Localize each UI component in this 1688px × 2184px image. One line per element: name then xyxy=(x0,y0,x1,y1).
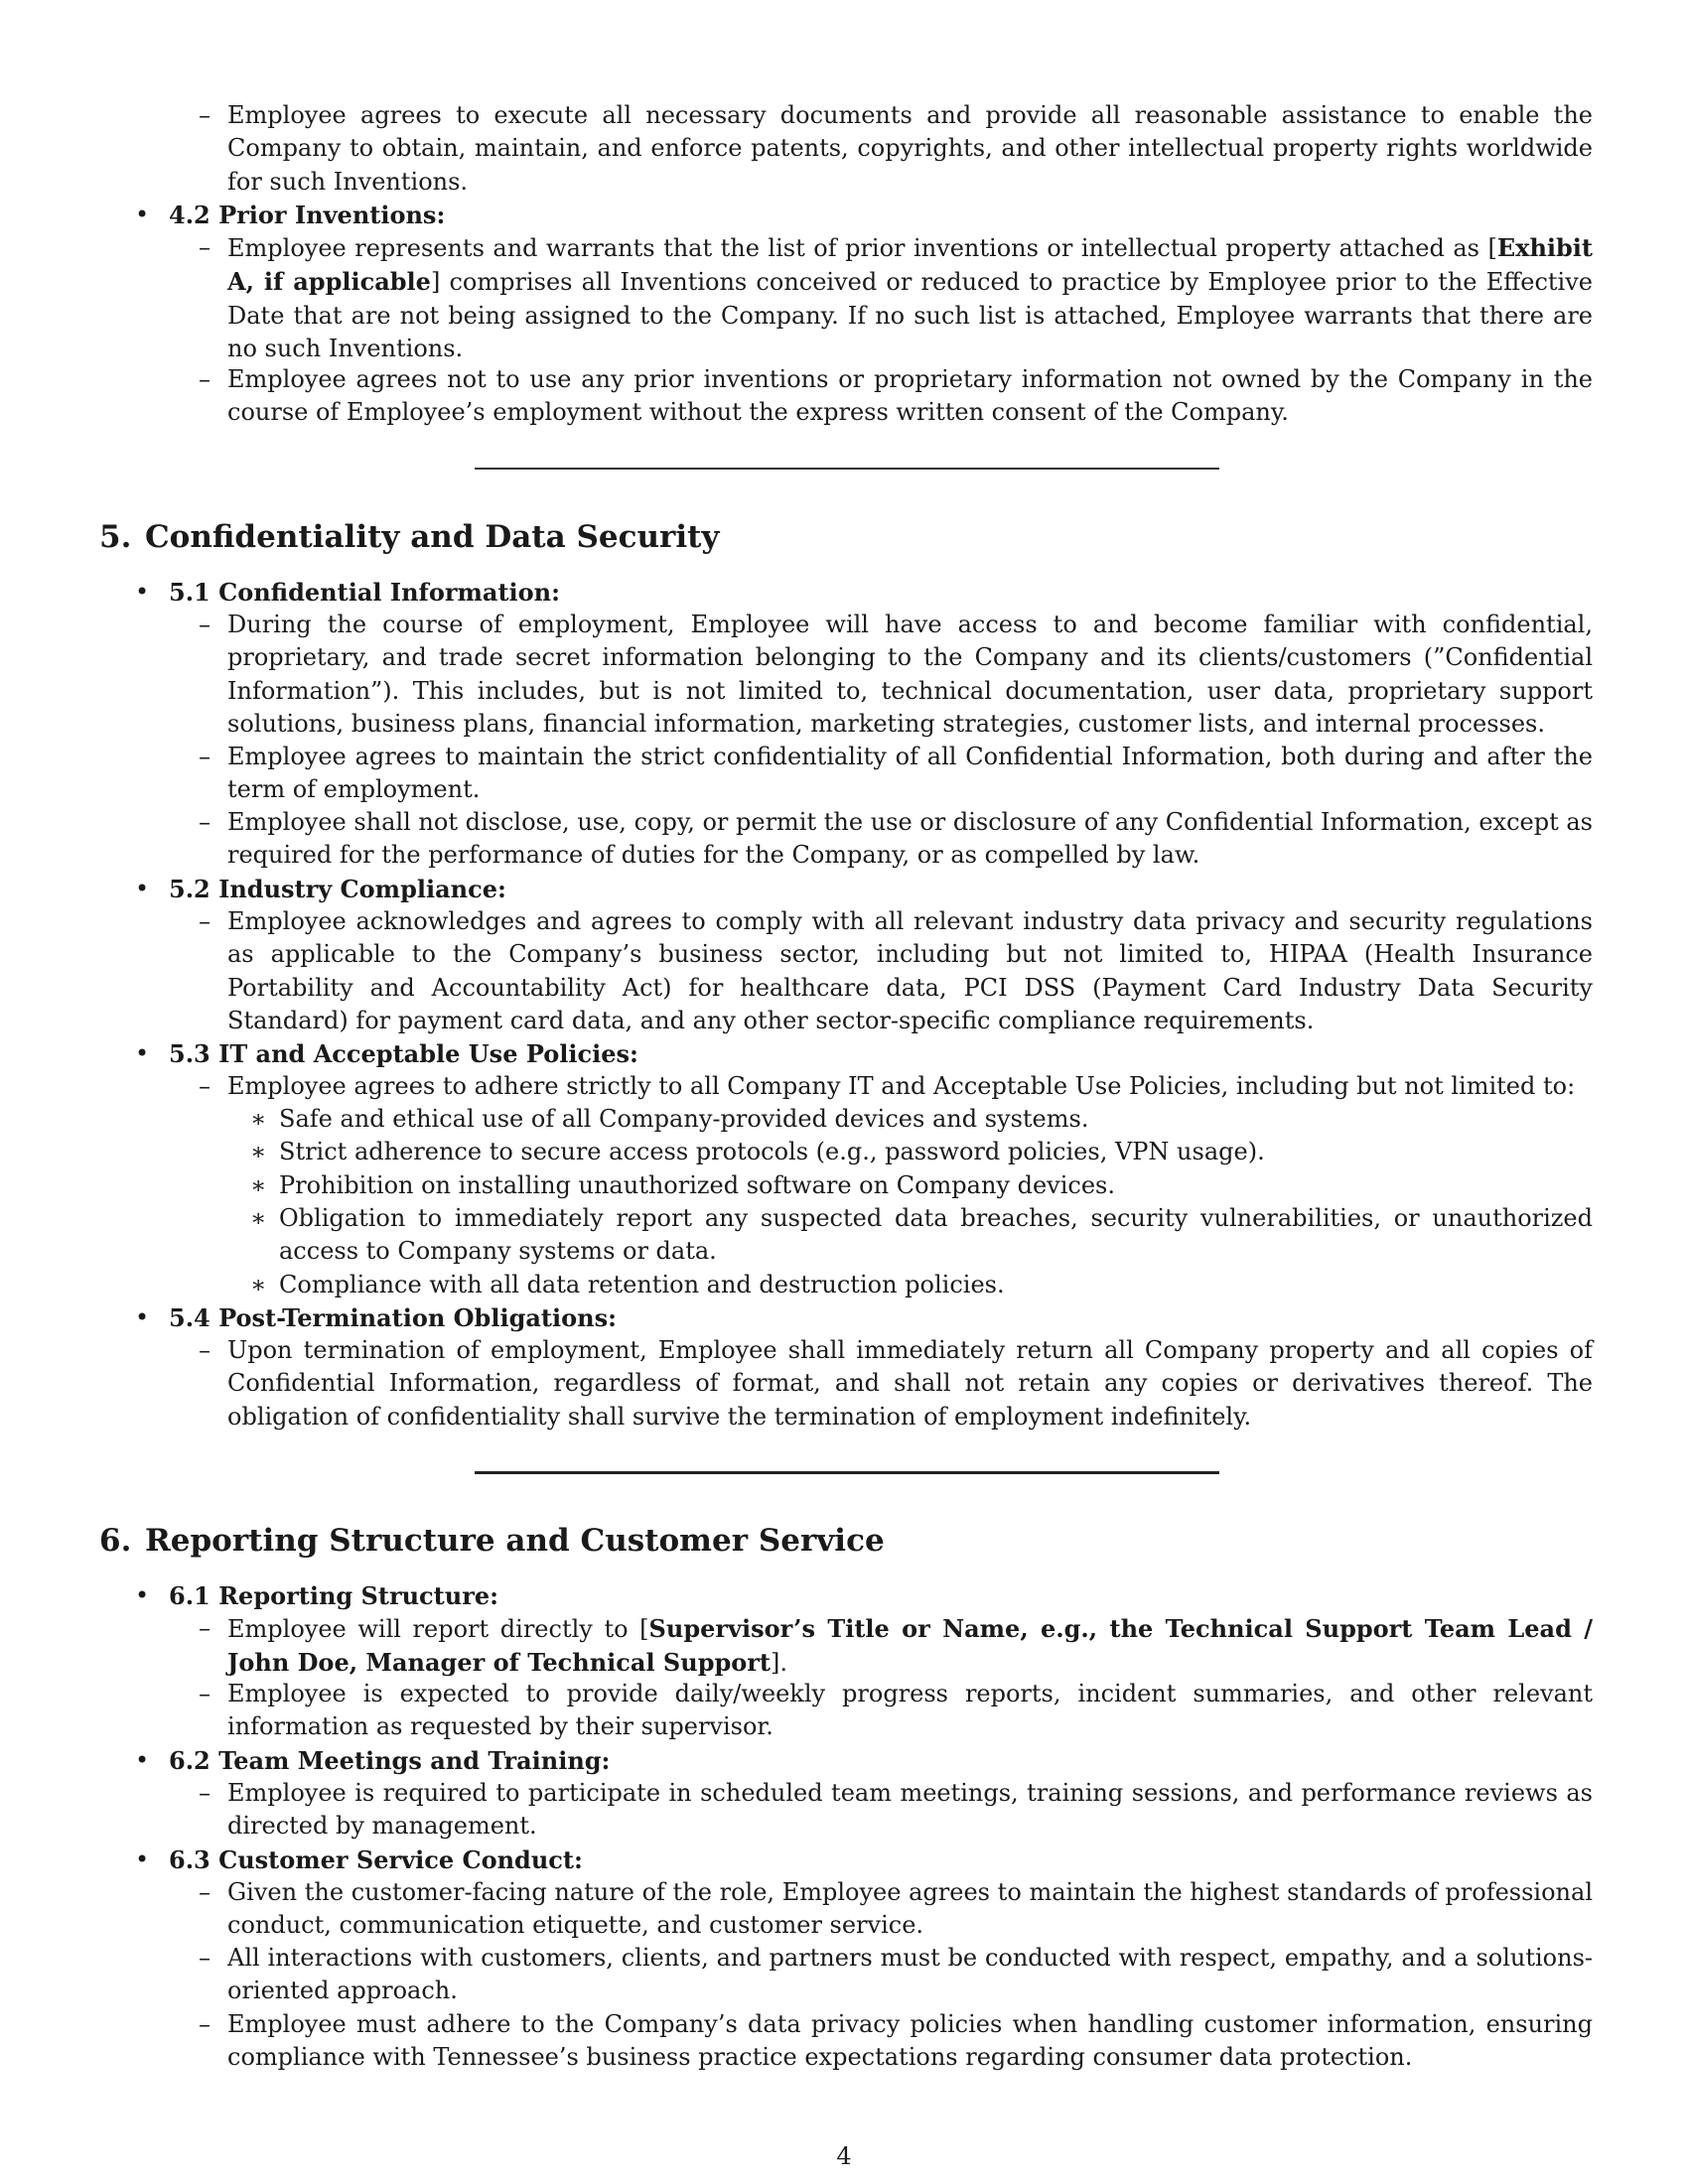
dash-marker: – xyxy=(199,1878,211,1906)
it-policy-item: Prohibition on installing unauthorized software on Company devices. xyxy=(279,1171,1115,1199)
dash-marker: – xyxy=(199,1614,211,1642)
post-termination-clause: Upon termination of employment, Employee shall immediately return all Company property and all copies of Confidential Information, regardless of format, and shall not retain any copies or derivatives thereof. The obligation of confidentiality shall survive the termination of employment indefinitely. xyxy=(227,1336,1593,1431)
progress-report-clause: Employee is expected to provide daily/weekly progress reports, incident summaries, and other relevant information as requested by their supervisor. xyxy=(227,1680,1593,1741)
dash-marker: – xyxy=(199,808,211,836)
confidentiality-duty: Employee agrees to maintain the strict confidentiality of all Confidential Information, both during and after the term of employment. xyxy=(227,743,1593,804)
prior-inventions-use-clause: Employee agrees not to use any prior inventions or proprietary information not owned by the Company in the course of Employee’s employment without the express written consent of the Company. xyxy=(227,365,1593,427)
star-marker: ∗ xyxy=(250,1204,267,1232)
customer-interaction-clause: All interactions with customers, clients, and partners must be conducted with respect, empathy, and a solutions-oriented approach. xyxy=(227,1944,1593,2005)
prior-inventions-clause: Employee represents and warrants that the list of prior inventions or intellectual property attached as [Exhibit A, if applicable] comprises all Inventions conceived or reduced to practice by Employee prior to the Effective Date that are not being assigned to the Company. If no such list is attached, Employee warrants that there are no such Inventions. xyxy=(227,233,1593,362)
section-6-heading: 6. Reporting Structure and Customer Service xyxy=(99,1523,885,1559)
page-number: 4 xyxy=(836,2142,852,2170)
bullet-marker: • xyxy=(135,1845,150,1873)
bullet-marker: • xyxy=(135,1581,150,1609)
dash-marker: – xyxy=(199,365,211,393)
dash-marker: – xyxy=(199,907,211,935)
dash-marker: – xyxy=(199,1779,211,1807)
bullet-marker: • xyxy=(135,1039,150,1067)
subsection-title: 6.3 Customer Service Conduct: xyxy=(169,1845,583,1874)
industry-compliance-clause: Employee acknowledges and agrees to comply with all relevant industry data privacy and security regulations as applicable to the Company’s business sector, including but not limited to, HIPAA (Health Insurance Portability and Accountability Act) for healthcare data, PCI DSS (Payment Card Industry Data Security Standard) for payment card data, and any other sector-specific compliance requirements. xyxy=(227,907,1593,1034)
meetings-clause: Employee is required to participate in scheduled team meetings, training sessions, and performance reviews as directed by management. xyxy=(227,1779,1593,1841)
subsection-title: 6.1 Reporting Structure: xyxy=(169,1581,498,1610)
star-marker: ∗ xyxy=(250,1105,267,1133)
inventions-assistance-clause: Employee agrees to execute all necessary documents and provide all reasonable assistance to enable the Company to obtain, maintain, and enforce patents, copyrights, and other intellectual property rights worldwide for such Inventions. xyxy=(227,101,1593,196)
dash-marker: – xyxy=(199,743,211,770)
star-marker: ∗ xyxy=(250,1171,267,1199)
section-divider xyxy=(475,468,1219,470)
bullet-marker: • xyxy=(135,1746,150,1774)
subsection-title: 6.2 Team Meetings and Training: xyxy=(169,1746,611,1775)
reporting-clause: Employee will report directly to [Supervisor’s Title or Name, e.g., the Technical Support Team Lead / John Doe, Manager of Technical Support]. xyxy=(227,1614,1594,1678)
it-policy-item: Strict adherence to secure access protocols (e.g., password policies, VPN usage). xyxy=(279,1138,1265,1165)
dash-marker: – xyxy=(199,233,211,261)
non-disclosure-clause: Employee shall not disclose, use, copy, or permit the use or disclosure of any Confidential Information, except as required for the performance of duties for the Company, or as compelled by law. xyxy=(227,808,1593,870)
dash-marker: – xyxy=(199,1072,211,1100)
customer-conduct-clause: Given the customer-facing nature of the role, Employee agrees to maintain the highest standards of professional conduct, communication etiquette, and customer service. xyxy=(227,1878,1593,1940)
star-marker: ∗ xyxy=(250,1138,267,1165)
bullet-marker: • xyxy=(135,1303,150,1331)
dash-marker: – xyxy=(199,1336,211,1364)
dash-marker: – xyxy=(199,2010,211,2038)
it-policy-clause: Employee agrees to adhere strictly to all Company IT and Acceptable Use Policies, including but not limited to: xyxy=(227,1072,1576,1100)
dash-marker: – xyxy=(199,1680,211,1707)
dash-marker: – xyxy=(199,611,211,638)
section-5-heading: 5. Confidentiality and Data Security xyxy=(99,519,720,555)
supervisor-placeholder: Supervisor’s Title or Name, e.g., the Technical Support Team Lead / John Doe, Manager of Technical Support xyxy=(227,1614,1594,1678)
star-marker: ∗ xyxy=(250,1271,267,1298)
subsection-title: 5.1 Confidential Information: xyxy=(169,578,560,607)
subsection-title: 5.2 Industry Compliance: xyxy=(169,875,506,903)
confidential-info-definition: During the course of employment, Employee will have access to and become familiar with confidential, proprietary, and trade secret information belonging to the Company and its clients/customers (”Confidential Information”). This includes, but is not limited to, technical documentation, user data, proprietary support solutions, business plans, financial information, marketing strategies, customer lists, and internal processes. xyxy=(227,611,1593,738)
bullet-marker: • xyxy=(135,875,150,902)
data-privacy-clause: Employee must adhere to the Company’s data privacy policies when handling customer information, ensuring compliance with Tennessee’s business practice expectations regarding consumer data protection. xyxy=(227,2010,1593,2072)
exhibit-placeholder: Exhibit A, if applicable xyxy=(227,233,1593,297)
bullet-marker: • xyxy=(135,201,150,228)
dash-marker: – xyxy=(199,1944,211,1972)
subsection-title: 5.4 Post-Termination Obligations: xyxy=(169,1303,617,1332)
dash-marker: – xyxy=(199,101,211,129)
section-divider xyxy=(475,1471,1219,1474)
bullet-marker: • xyxy=(135,578,150,606)
it-policy-item: Compliance with all data retention and destruction policies. xyxy=(279,1271,1005,1298)
subsection-title: 4.2 Prior Inventions: xyxy=(169,201,446,229)
it-policy-item: Safe and ethical use of all Company-provided devices and systems. xyxy=(279,1105,1089,1133)
it-policy-item: Obligation to immediately report any suspected data breaches, security vulnerabilities, or unauthorized access to Company systems or data. xyxy=(279,1204,1593,1266)
subsection-title: 5.3 IT and Acceptable Use Policies: xyxy=(169,1039,638,1068)
